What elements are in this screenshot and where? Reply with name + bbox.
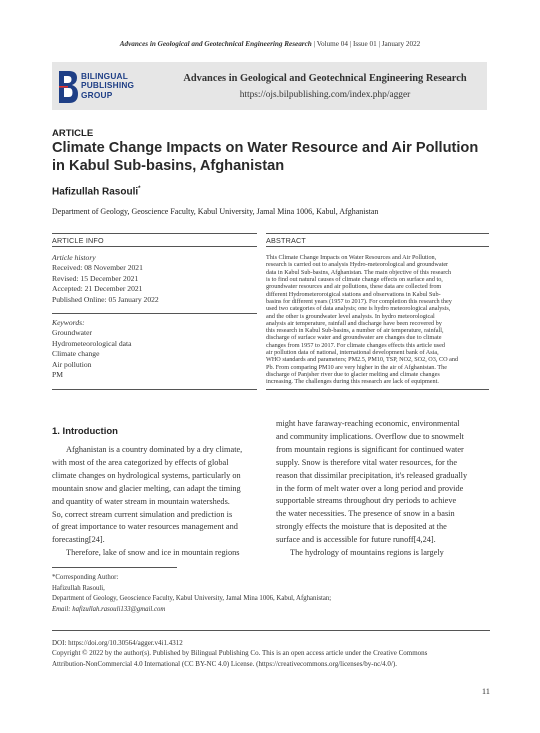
running-head-issue: | Volume 04 | Issue 01 | January 2022 xyxy=(311,40,421,48)
running-head xyxy=(0,40,540,48)
abstract-line: analysis air temperature, rainfall and discharge have been recovered by xyxy=(266,319,442,327)
body-line: with most of the area categorized by effects of global xyxy=(52,457,229,467)
body-line: The hydrology of mountains regions is largely xyxy=(290,548,444,558)
footnote-address: Department of Geology, Geoscience Faculty, Kabul University, Jamal Mina 1006, Kabul, Afghanistan; xyxy=(52,595,332,602)
abstract-body xyxy=(266,254,489,386)
abstract-line: This Climate Change Impacts on Water Resources and Air Pollution, xyxy=(266,254,437,261)
abstract-line: research is carried out to analysis Hydro-meteorological and groundwater xyxy=(266,261,449,269)
footnote-name: Hafizullah Rasouli, xyxy=(52,584,105,592)
author-name xyxy=(52,186,140,197)
footnote-label: *Corresponding Author: xyxy=(52,574,119,581)
keyword-item: Air pollution xyxy=(52,359,92,369)
body-line: the water necessities. The presence of snow in a basin xyxy=(276,509,455,519)
abstract-line: data in Kabul Sub-basins, Afghanistan. The main objective of this research xyxy=(266,268,452,276)
author-affiliation: Department of Geology, Geoscience Faculty, Kabul University, Jamal Mina 1006, Kabul, Afghanistan xyxy=(52,207,379,216)
abstract-head-rule xyxy=(266,246,489,247)
info-bottom-rule xyxy=(52,389,257,390)
author-mark: * xyxy=(138,186,141,192)
logo-line-1: BILINGUAL xyxy=(81,71,128,81)
abstract-line: discharge of Panjsher river due to glacier melting and climate changes xyxy=(266,371,440,378)
abstract-line: air pollution data of national, international development bank of Asia, xyxy=(266,349,439,357)
body-column-left xyxy=(52,444,264,560)
body-line: Afghanistan is a country dominated by a dry climate, xyxy=(66,445,243,454)
keyword-item: Groundwater xyxy=(52,328,93,338)
abstract-bottom-rule xyxy=(266,389,489,390)
license-rule xyxy=(52,630,490,631)
abstract-line: and the other is groundwater level analysis. In hydro meteorological xyxy=(266,312,435,320)
article-type-label: ARTICLE xyxy=(52,128,94,139)
body-line: forecasting[24]. xyxy=(52,535,105,545)
copyright-line: Copyright © 2022 by the author(s). Published by Bilingual Publishing Co. This is an open access article under the Creative Commons xyxy=(52,649,428,658)
abstract-line: used two categories of data analysis; one is hydro meteorological analysis, xyxy=(266,305,451,313)
abstract-line: basins for different years (1957 to 2017). For completion this research they xyxy=(266,297,452,305)
abstract-line: WHO standards and parameters; PM2.5, PM10, TSP, NO2, SO2, O3, CO and xyxy=(266,356,459,364)
keyword-item: PM xyxy=(52,370,63,380)
abstract-line: is to find out natural causes of climate change effects on surface and to, xyxy=(266,275,443,283)
body-column-right xyxy=(276,418,488,560)
corresponding-author-footnote xyxy=(52,573,331,615)
body-line: and community implications. Overflow due to snowmelt xyxy=(276,431,464,441)
body-line: mountain snow and glacier melting, can adapt the timing xyxy=(52,483,241,493)
footnote-email[interactable]: Email: hafizullah.rasouli133@gmail.com xyxy=(52,605,166,613)
author-name-text: Hafizullah Rasouli xyxy=(52,186,139,198)
logo-line-2: PUBLISHING xyxy=(81,80,135,91)
info-head-rule xyxy=(52,246,257,247)
footnote-rule xyxy=(52,567,177,568)
keywords-label: Keywords: xyxy=(52,318,85,327)
running-head-journal: Advances in Geological and Geotechnical Engineering Research xyxy=(119,40,312,48)
body-line: from mountain regions is significant for continued water xyxy=(276,444,464,454)
body-line: strongly effects the moisture that is deposited at the xyxy=(276,522,447,532)
body-line: and quantity of water stream in mountain watersheds. xyxy=(52,496,230,506)
page-number: 11 xyxy=(481,686,490,696)
body-line: surface and is accessible for future runoff[4,24]. xyxy=(276,535,436,545)
history-accepted: Accepted: 21 December 2021 xyxy=(52,284,143,294)
doi-link[interactable]: DOI: https://doi.org/10.30564/agger.v4i1.4312 xyxy=(52,639,183,647)
body-line: supply. Snow is therefore vital water resources, for the xyxy=(276,457,458,467)
abstract-line: groundwater resources and air pollutions, these data are collected from xyxy=(266,283,442,291)
keyword-item: Climate change xyxy=(52,349,100,359)
body-line: climate changes on hydrological systems, particularly on xyxy=(52,470,241,480)
publisher-logo-icon xyxy=(57,70,79,104)
abstract-line: different Hydrometeroroigical stations and observations in Kabul Sub- xyxy=(266,290,441,298)
journal-title: Advances in Geological and Geotechnical Engineering Research xyxy=(183,73,467,84)
abstract-top-rule xyxy=(266,233,489,234)
history-published: Published Online: 05 January 2022 xyxy=(52,294,159,304)
abstract-line: discharge of surface water and groundwater are changes due to climate xyxy=(266,334,442,342)
abstract-heading: ABSTRACT xyxy=(266,236,306,245)
logo-line-3: GROUP xyxy=(81,89,113,100)
body-line: reason that dissimilar precipitation, it's released gradually xyxy=(276,470,468,480)
article-history xyxy=(52,253,159,305)
abstract-line: changes from 1957 to 2017. For climate changes effects this article used xyxy=(266,341,445,349)
info-top-rule xyxy=(52,233,257,234)
body-line: in the form of melt water over a long period and provide xyxy=(276,483,464,493)
article-info-heading: ARTICLE INFO xyxy=(52,236,104,245)
info-divider-rule xyxy=(52,313,257,314)
history-received: Received: 08 November 2021 xyxy=(52,263,143,273)
abstract-line: increasing. The challenges during this research are lack of equipment. xyxy=(266,378,439,386)
publisher-logo xyxy=(57,70,157,106)
body-line: So, correct stream current simulation and prediction is xyxy=(52,509,233,519)
copyright-line: Attribution-NonCommercial 4.0 International (CC BY-NC 4.0) License. (https://creativecommons.org/licenses/by-nc/4.0/). xyxy=(52,659,397,668)
body-line: of great importance to water resources management and xyxy=(52,522,238,532)
history-revised: Revised: 15 December 2021 xyxy=(52,273,139,283)
publisher-logo-text xyxy=(81,72,134,100)
journal-url[interactable]: https://ojs.bilpublishing.com/index.php/agger xyxy=(239,90,411,100)
section-heading-introduction: 1. Introduction xyxy=(52,426,118,437)
body-line: Therefore, lake of snow and ice in mountain regions xyxy=(66,548,240,558)
article-title: Climate Change Impacts on Water Resource and Air Pollution in Kabul Sub-basins, Afghanistan xyxy=(52,140,479,174)
history-label: Article history xyxy=(52,253,96,262)
abstract-line: Pb. From comparing PM10 are very higher in the air of Afghanistan. The xyxy=(266,363,448,371)
license-block xyxy=(52,638,492,669)
keywords xyxy=(52,318,132,380)
body-line: might have faraway-reaching economic, environmental xyxy=(276,419,460,428)
keyword-item: Hydrometeorological data xyxy=(52,338,132,348)
abstract-line: this research in Kabul Sub-basins, a number of air temperature, rainfall, xyxy=(266,327,444,335)
body-line: supportable streams throughout dry periods to achieve xyxy=(276,496,457,506)
